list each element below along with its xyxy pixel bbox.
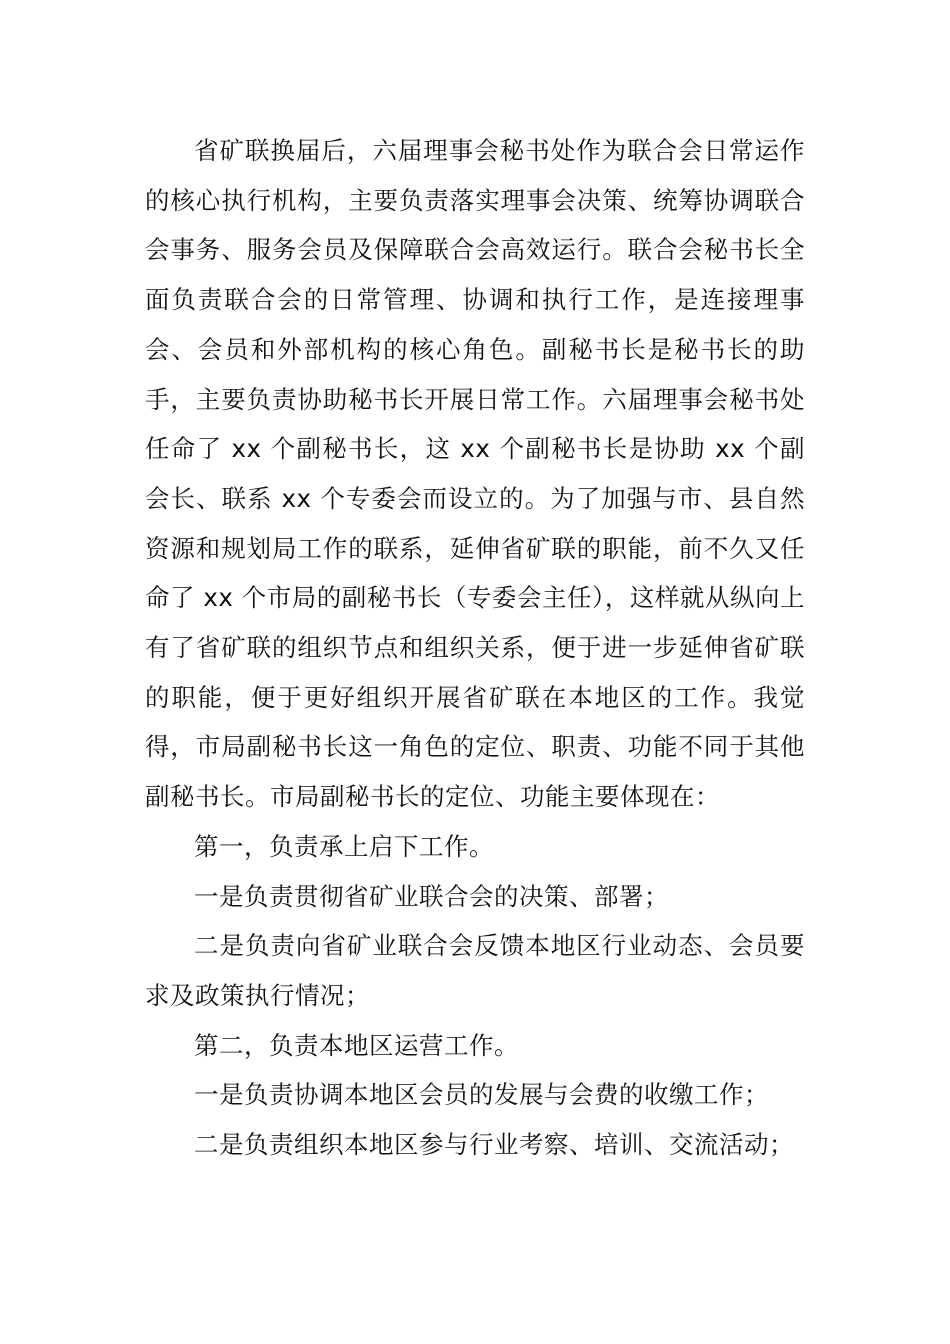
paragraph-item: 一是负责贯彻省矿业联合会的决策、部署； [194, 881, 669, 911]
paragraph-second-heading: 第二，负责本地区运营工作。 [194, 1030, 519, 1060]
paragraph-item: 一是负责协调本地区会员的发展与会费的收缴工作； [194, 1080, 769, 1110]
paragraph-item: 二是负责向省矿业联合会反馈本地区行业动态、会员要求及政策执行情况； [145, 931, 805, 1010]
document-body [145, 126, 805, 1170]
paragraph-first-heading: 第一，负责承上启下工作。 [194, 831, 494, 861]
paragraph-item: 二是负责组织本地区参与行业考察、培训、交流活动； [194, 1130, 794, 1160]
paragraph-intro: 省矿联换届后，六届理事会秘书处作为联合会日常运作的核心执行机构，主要负责落实理事会决策、统筹协调联合会事务、服务会员及保障联合会高效运行。联合会秘书长全面负责联合会的日常管理、协调和执行工作，是连接理事会、会员和外部机构的核心角色。副秘书长是秘书长的助手，主要负责协助秘书长开展日常工作。六届理事会秘书处任命了 xx 个副秘书长，这 xx 个副秘书长是协助 xx 个副会长、联系 xx 个专委会而设立的。为了加强与市、县自然资源和规划局工作的联系，延伸省矿联的职能，前不久又任命了 xx 个市局的副秘书长（专委会主任），这样就从纵向上有了省矿联的组织节点和组织关系，便于进一步延伸省矿联的职能，便于更好组织开展省矿联在本地区的工作。我觉得，市局副秘书长这一角色的定位、职责、功能不同于其他副秘书长。市局副秘书长的定位、功能主要体现在： [145, 136, 805, 812]
